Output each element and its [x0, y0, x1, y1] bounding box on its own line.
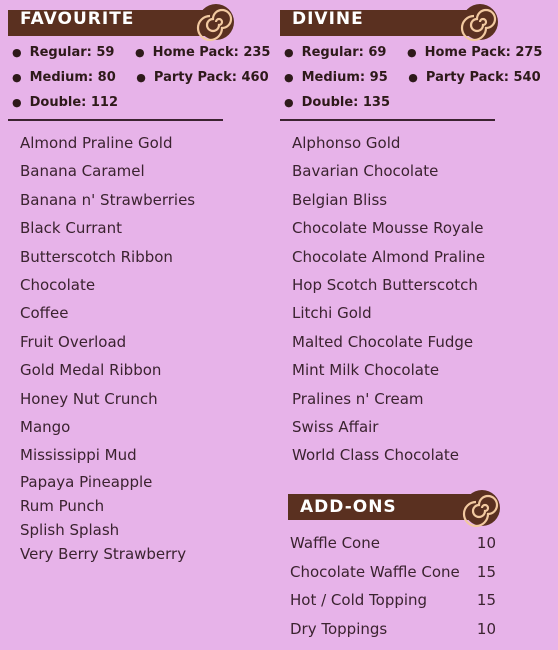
bullet-dot: ● [406, 46, 417, 59]
flavour-item: Almond Praline Gold [20, 134, 173, 152]
flavour-item: Honey Nut Crunch [20, 389, 158, 408]
bullet-dot: ● [136, 71, 146, 84]
flavour-item: Hop Scotch Butterscotch [292, 275, 478, 294]
flavour-item: Chocolate Mousse Royale [292, 219, 484, 238]
flavour-item: Mango [20, 417, 71, 436]
favourite-title: FAVOURITE [20, 9, 135, 29]
flavour-item: Bavarian Chocolate [292, 162, 439, 181]
addon-name: Dry Toppings [290, 619, 388, 638]
addon-name: Chocolate Waffle Cone [290, 562, 460, 581]
addon-name: Hot / Cold Topping [290, 591, 428, 609]
divider [8, 119, 223, 121]
favourite-price-home-pack: Home Pack: 235 [152, 45, 271, 60]
favourite-prices [8, 36, 271, 115]
flavour-item: Banana Caramel [20, 162, 145, 181]
swirl-icon [196, 2, 236, 42]
flavour-item: Banana n' Strawberries [20, 190, 196, 209]
swirl-icon [462, 488, 502, 528]
divine-title: DIVINE [292, 9, 364, 29]
flavour-item: Mint Milk Chocolate [292, 361, 440, 380]
flavour-item: Papaya Pineapple [20, 472, 153, 491]
divine-banner [280, 6, 502, 36]
divine-price-regular: Regular: 69 [301, 45, 387, 60]
flavour-item: Coffee [20, 304, 69, 323]
divine-prices [280, 36, 543, 115]
favourite-price-regular: Regular: 59 [29, 45, 115, 60]
flavour-item: Very Berry Strawberry [20, 544, 187, 563]
flavour-item: Fruit Overload [20, 332, 127, 351]
bullet-dot: ● [284, 96, 294, 109]
addon-row [290, 529, 496, 558]
flavour-item: Chocolate [20, 275, 96, 294]
divider [280, 119, 495, 121]
favourite-price-party-pack: Party Pack: 460 [153, 70, 269, 85]
addon-price: 15 [476, 562, 496, 581]
flavour-item: Malted Chocolate Fudge [292, 332, 474, 351]
flavour-item: Litchi Gold [292, 304, 372, 323]
flavour-item: Swiss Affair [292, 417, 379, 436]
divine-price-home-pack: Home Pack: 275 [424, 45, 543, 60]
flavour-item: Butterscotch Ribbon [20, 247, 173, 266]
divine-price-medium: Medium: 95 [301, 70, 388, 85]
flavour-item: Chocolate Almond Praline [292, 247, 486, 266]
addon-price: 10 [476, 619, 496, 638]
swirl-icon [460, 2, 500, 42]
divine-section [280, 0, 543, 470]
flavour-item: Alphonso Gold [292, 134, 401, 152]
favourite-price-double: Double: 112 [29, 95, 119, 110]
bullet-dot: ● [12, 96, 22, 109]
addon-row [290, 558, 496, 587]
flavour-item: Mississippi Mud [20, 446, 137, 465]
bullet-dot: ● [284, 71, 294, 84]
divine-price-party-pack: Party Pack: 540 [425, 70, 541, 85]
bullet-dot: ● [12, 46, 22, 59]
addons-banner [288, 488, 502, 524]
addon-price: 10 [476, 534, 496, 552]
bullet-dot: ● [134, 46, 145, 59]
favourite-flavour-list [20, 129, 238, 470]
flavour-item: Splish Splash [20, 520, 120, 539]
divine-price-double: Double: 135 [301, 95, 391, 110]
bullet-dot: ● [284, 46, 294, 59]
flavour-item: Belgian Bliss [292, 190, 388, 209]
addon-name: Waffle Cone [290, 534, 380, 552]
favourite-price-medium: Medium: 80 [29, 70, 116, 85]
bullet-dot: ● [408, 71, 418, 84]
favourite-flavour-list-continued [20, 470, 238, 566]
bullet-dot: ● [12, 71, 22, 84]
addons-title: ADD-ONS [300, 497, 397, 517]
addon-row [290, 586, 496, 615]
flavour-item: World Class Chocolate [292, 446, 460, 465]
favourite-banner [8, 6, 238, 36]
flavour-item: Black Currant [20, 219, 122, 238]
addon-row [290, 615, 496, 644]
addons-list [290, 529, 496, 643]
flavour-item: Pralines n' Cream [292, 389, 424, 408]
favourite-section [8, 0, 271, 566]
flavour-item: Gold Medal Ribbon [20, 361, 162, 380]
addon-price: 15 [476, 591, 496, 609]
flavour-item: Rum Punch [20, 496, 105, 515]
divine-flavour-list [292, 129, 502, 470]
